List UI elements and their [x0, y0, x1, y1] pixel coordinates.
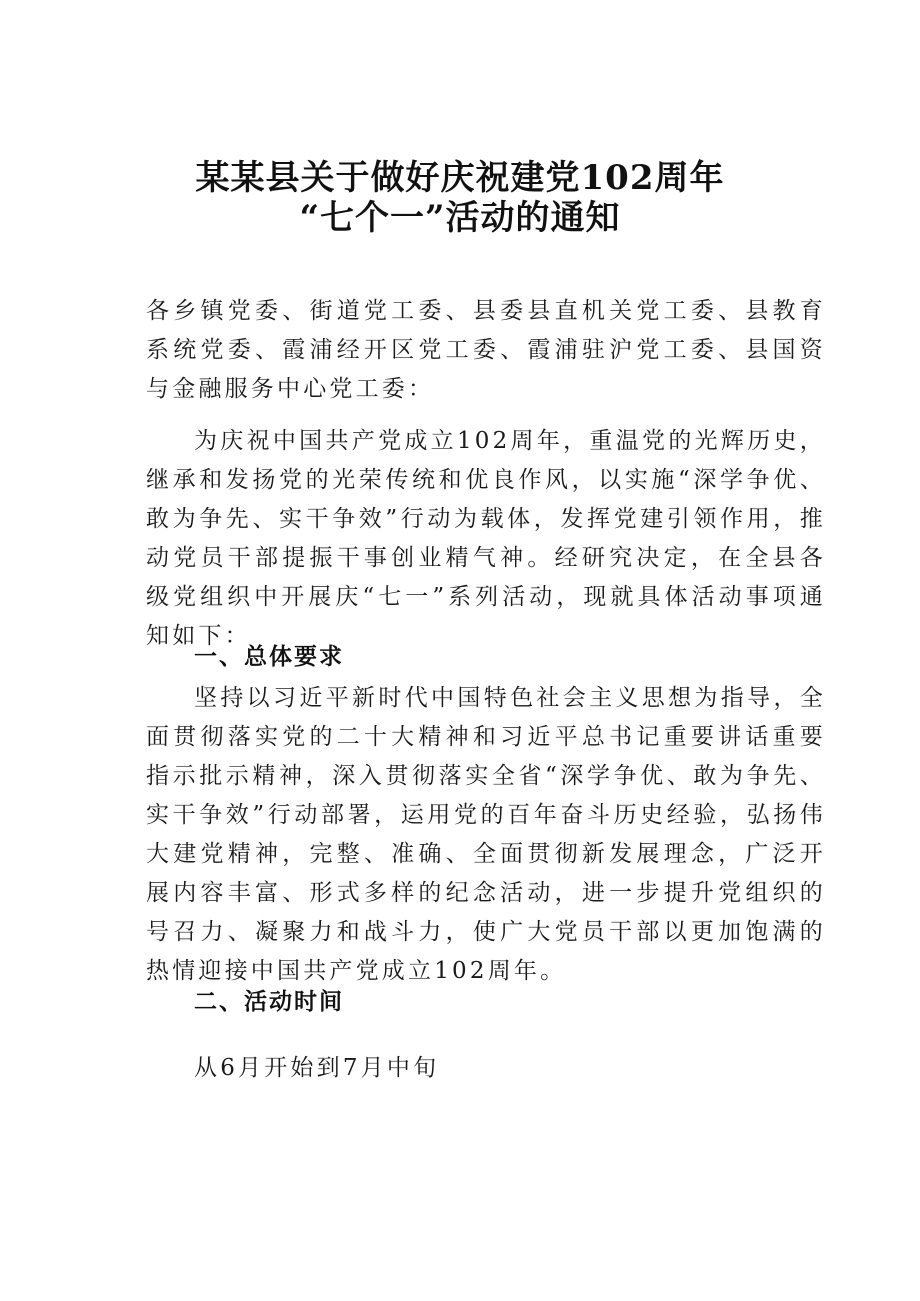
intro-paragraph: 为庆祝中国共产党成立102周年，重温党的光辉历史，继承和发扬党的光荣传统和优良作风，以实施“深学争优、敢为争先、实干争效”行动为载体，发挥党建引领作用，推动党员干部提振干事创业精气神。经研究决定，在全县各级党组织中开展庆“七一”系列活动，现就具体活动事项通知如下： — [146, 428, 826, 649]
document-title-line1: 某某县关于做好庆祝建党102周年 — [195, 158, 725, 198]
activity-time-paragraph: 从6月开始到7月中旬 — [194, 1055, 440, 1081]
section-heading-general-requirements: 一、总体要求 — [194, 644, 344, 670]
addressee-text: 各乡镇党委、街道党工委、县委县直机关党工委、县教育系统党委、霞浦经开区党工委、霞浦驻沪党工委、县国资与金融服务中心党工委： — [146, 298, 826, 402]
document-title-line2: “七个一”活动的通知 — [299, 198, 621, 238]
general-requirements-paragraph: 坚持以习近平新时代中国特色社会主义思想为指导，全面贯彻落实党的二十大精神和习近平总书记重要讲话重要指示批示精神，深入贯彻落实全省“深学争优、敢为争先、实干争效”行动部署，运用党的百年奋斗历史经验，弘扬伟大建党精神，完整、准确、全面贯彻新发展理念，广泛开展内容丰富、形式多样的纪念活动，进一步提升党组织的号召力、凝聚力和战斗力，使广大党员干部以更加饱满的热情迎接中国共产党成立102周年。 — [146, 685, 826, 984]
section-heading-activity-time: 二、活动时间 — [194, 989, 344, 1015]
